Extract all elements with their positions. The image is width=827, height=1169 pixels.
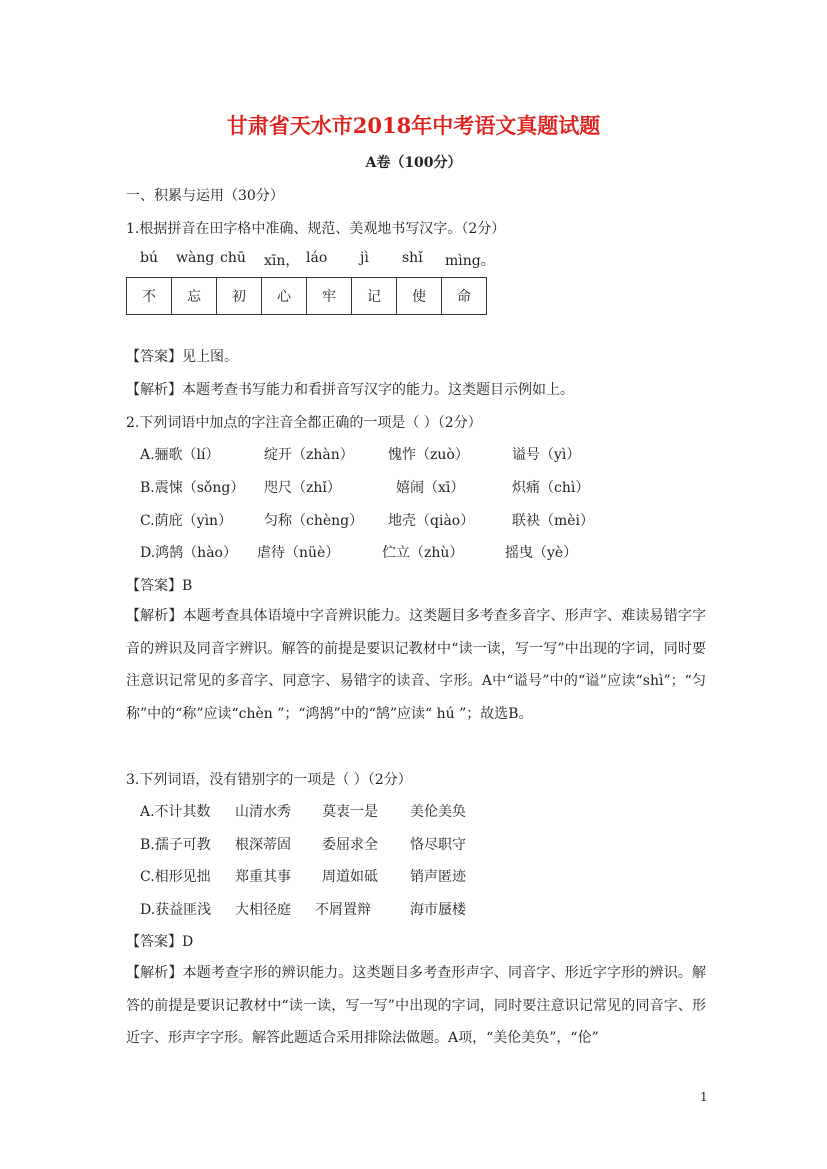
option-item: 委屈求全	[322, 837, 378, 853]
q3-option-c	[0, 866, 827, 886]
q2-option-b	[0, 477, 827, 497]
grid-cell: 不	[127, 278, 172, 315]
q1-stem: 1.根据拼音在田字格中准确、规范、美观地书写汉字。（2分）	[126, 221, 506, 237]
paper-section-label: A卷（100分）	[365, 155, 462, 171]
pinyin: xīn，	[264, 253, 300, 269]
pinyin: chū	[220, 250, 246, 266]
option-item: 根深蒂固	[235, 837, 291, 853]
page-title: 甘肃省天水市2018年中考语文真题试题	[226, 113, 601, 138]
option-item: 山清水秀	[235, 804, 291, 820]
option-item: 嬉闹（xī）	[396, 480, 465, 496]
pinyin: mìng。	[445, 253, 495, 269]
q2-option-d	[0, 542, 827, 562]
option-item: A.不计其数	[140, 804, 211, 820]
option-item: 绽开（zhàn）	[264, 447, 354, 463]
pinyin: láo	[306, 250, 328, 266]
pinyin: bú	[140, 250, 158, 266]
q3-analysis: 【解析】本题考查字形的辨识能力。这类题目多考查形声字、同音字、形近字字形的辨识。解答的前提是要识记教材中“读一读，写一写”中出现的字词，同时要注意识记常见的同音字、形近字、形声字字形。解答此题适合采用排除法做题。A项，“美伦美奂”，“伦”	[126, 965, 706, 1046]
section-heading: 一、积累与运用（30分）	[126, 188, 284, 204]
option-item: 谥号（yì）	[512, 447, 581, 463]
option-item: B.震悚（sǒng）	[140, 480, 245, 496]
q1-analysis: 【解析】本题考查书写能力和看拼音写汉字的能力。这类题目示例如上。	[126, 382, 574, 398]
pinyin: jì	[360, 250, 369, 266]
grid-cell: 使	[397, 278, 442, 315]
q3-option-a	[0, 801, 827, 821]
q2-analysis: 【解析】本题考查具体语境中字音辨识能力。这类题目多考查多音字、形声字、难读易错字字音的辨识及同音字辨识。解答的前提是要识记教材中“读一读，写一写”中出现的字词，同时要注意识记常见的多音字、同意字、易错字的读音、字形。A中“谥号”中的“谥”应读“shì”；“匀称”中的“称”应读“chèn ”；“鸿鹄”中的“鹄”应读“ hú ”；故选B。	[126, 608, 706, 722]
option-item: 摇曳（yè）	[505, 545, 578, 561]
character-grid	[126, 277, 487, 315]
option-item: 愧怍（zuò）	[388, 447, 469, 463]
option-item: 虐待（nüè）	[257, 545, 340, 561]
q2-answer: 【答案】B	[126, 578, 193, 594]
option-item: 海市蜃楼	[410, 902, 466, 918]
option-item: 美伦美奂	[410, 804, 466, 820]
option-item: 郑重其事	[235, 869, 291, 885]
q1-answer: 【答案】见上图。	[126, 349, 238, 365]
option-item: 莫衷一是	[322, 804, 378, 820]
grid-cell: 牢	[307, 278, 352, 315]
option-item: 销声匿迹	[410, 869, 466, 885]
option-item: D.鸿鹄（hào）	[140, 545, 237, 561]
option-item: 周道如砥	[322, 869, 378, 885]
option-item: 炽痛（chì）	[512, 480, 590, 496]
q3-option-d	[0, 899, 827, 919]
option-item: 咫尺（zhǐ）	[264, 480, 341, 496]
option-item: 联袂（mèi）	[512, 513, 595, 529]
option-item: 伫立（zhù）	[382, 545, 464, 561]
option-item: A.骊歌（lí）	[140, 447, 220, 463]
option-item: 地壳（qiào）	[388, 513, 475, 529]
pinyin: shǐ	[402, 250, 423, 266]
q3-option-b	[0, 834, 827, 854]
q2-option-c	[0, 510, 827, 530]
q1-pinyin-row	[0, 250, 827, 270]
option-item: 匀称（chèng）	[264, 513, 364, 529]
option-item: C.荫庇（yìn）	[140, 513, 233, 529]
option-item: 大相径庭	[235, 902, 291, 918]
pinyin: wàng	[176, 250, 215, 266]
q2-stem: 2.下列词语中加点的字注音全都正确的一项是（ ）（2分）	[126, 415, 482, 431]
grid-cell: 心	[262, 278, 307, 315]
q3-stem: 3.下列词语，没有错别字的一项是（ ）（2分）	[126, 772, 412, 788]
q2-option-a	[0, 444, 827, 464]
grid-cell: 命	[442, 278, 487, 315]
q3-answer: 【答案】D	[126, 934, 194, 950]
page-number: 1	[700, 1090, 708, 1104]
grid-cell: 记	[352, 278, 397, 315]
grid-cell: 初	[217, 278, 262, 315]
grid-cell: 忘	[172, 278, 217, 315]
option-item: C.相形见拙	[140, 869, 211, 885]
option-item: B.孺子可教	[140, 837, 211, 853]
option-item: 恪尽职守	[410, 837, 466, 853]
option-item: D.获益匪浅	[140, 902, 212, 918]
option-item: 不屑置辩	[315, 902, 371, 918]
